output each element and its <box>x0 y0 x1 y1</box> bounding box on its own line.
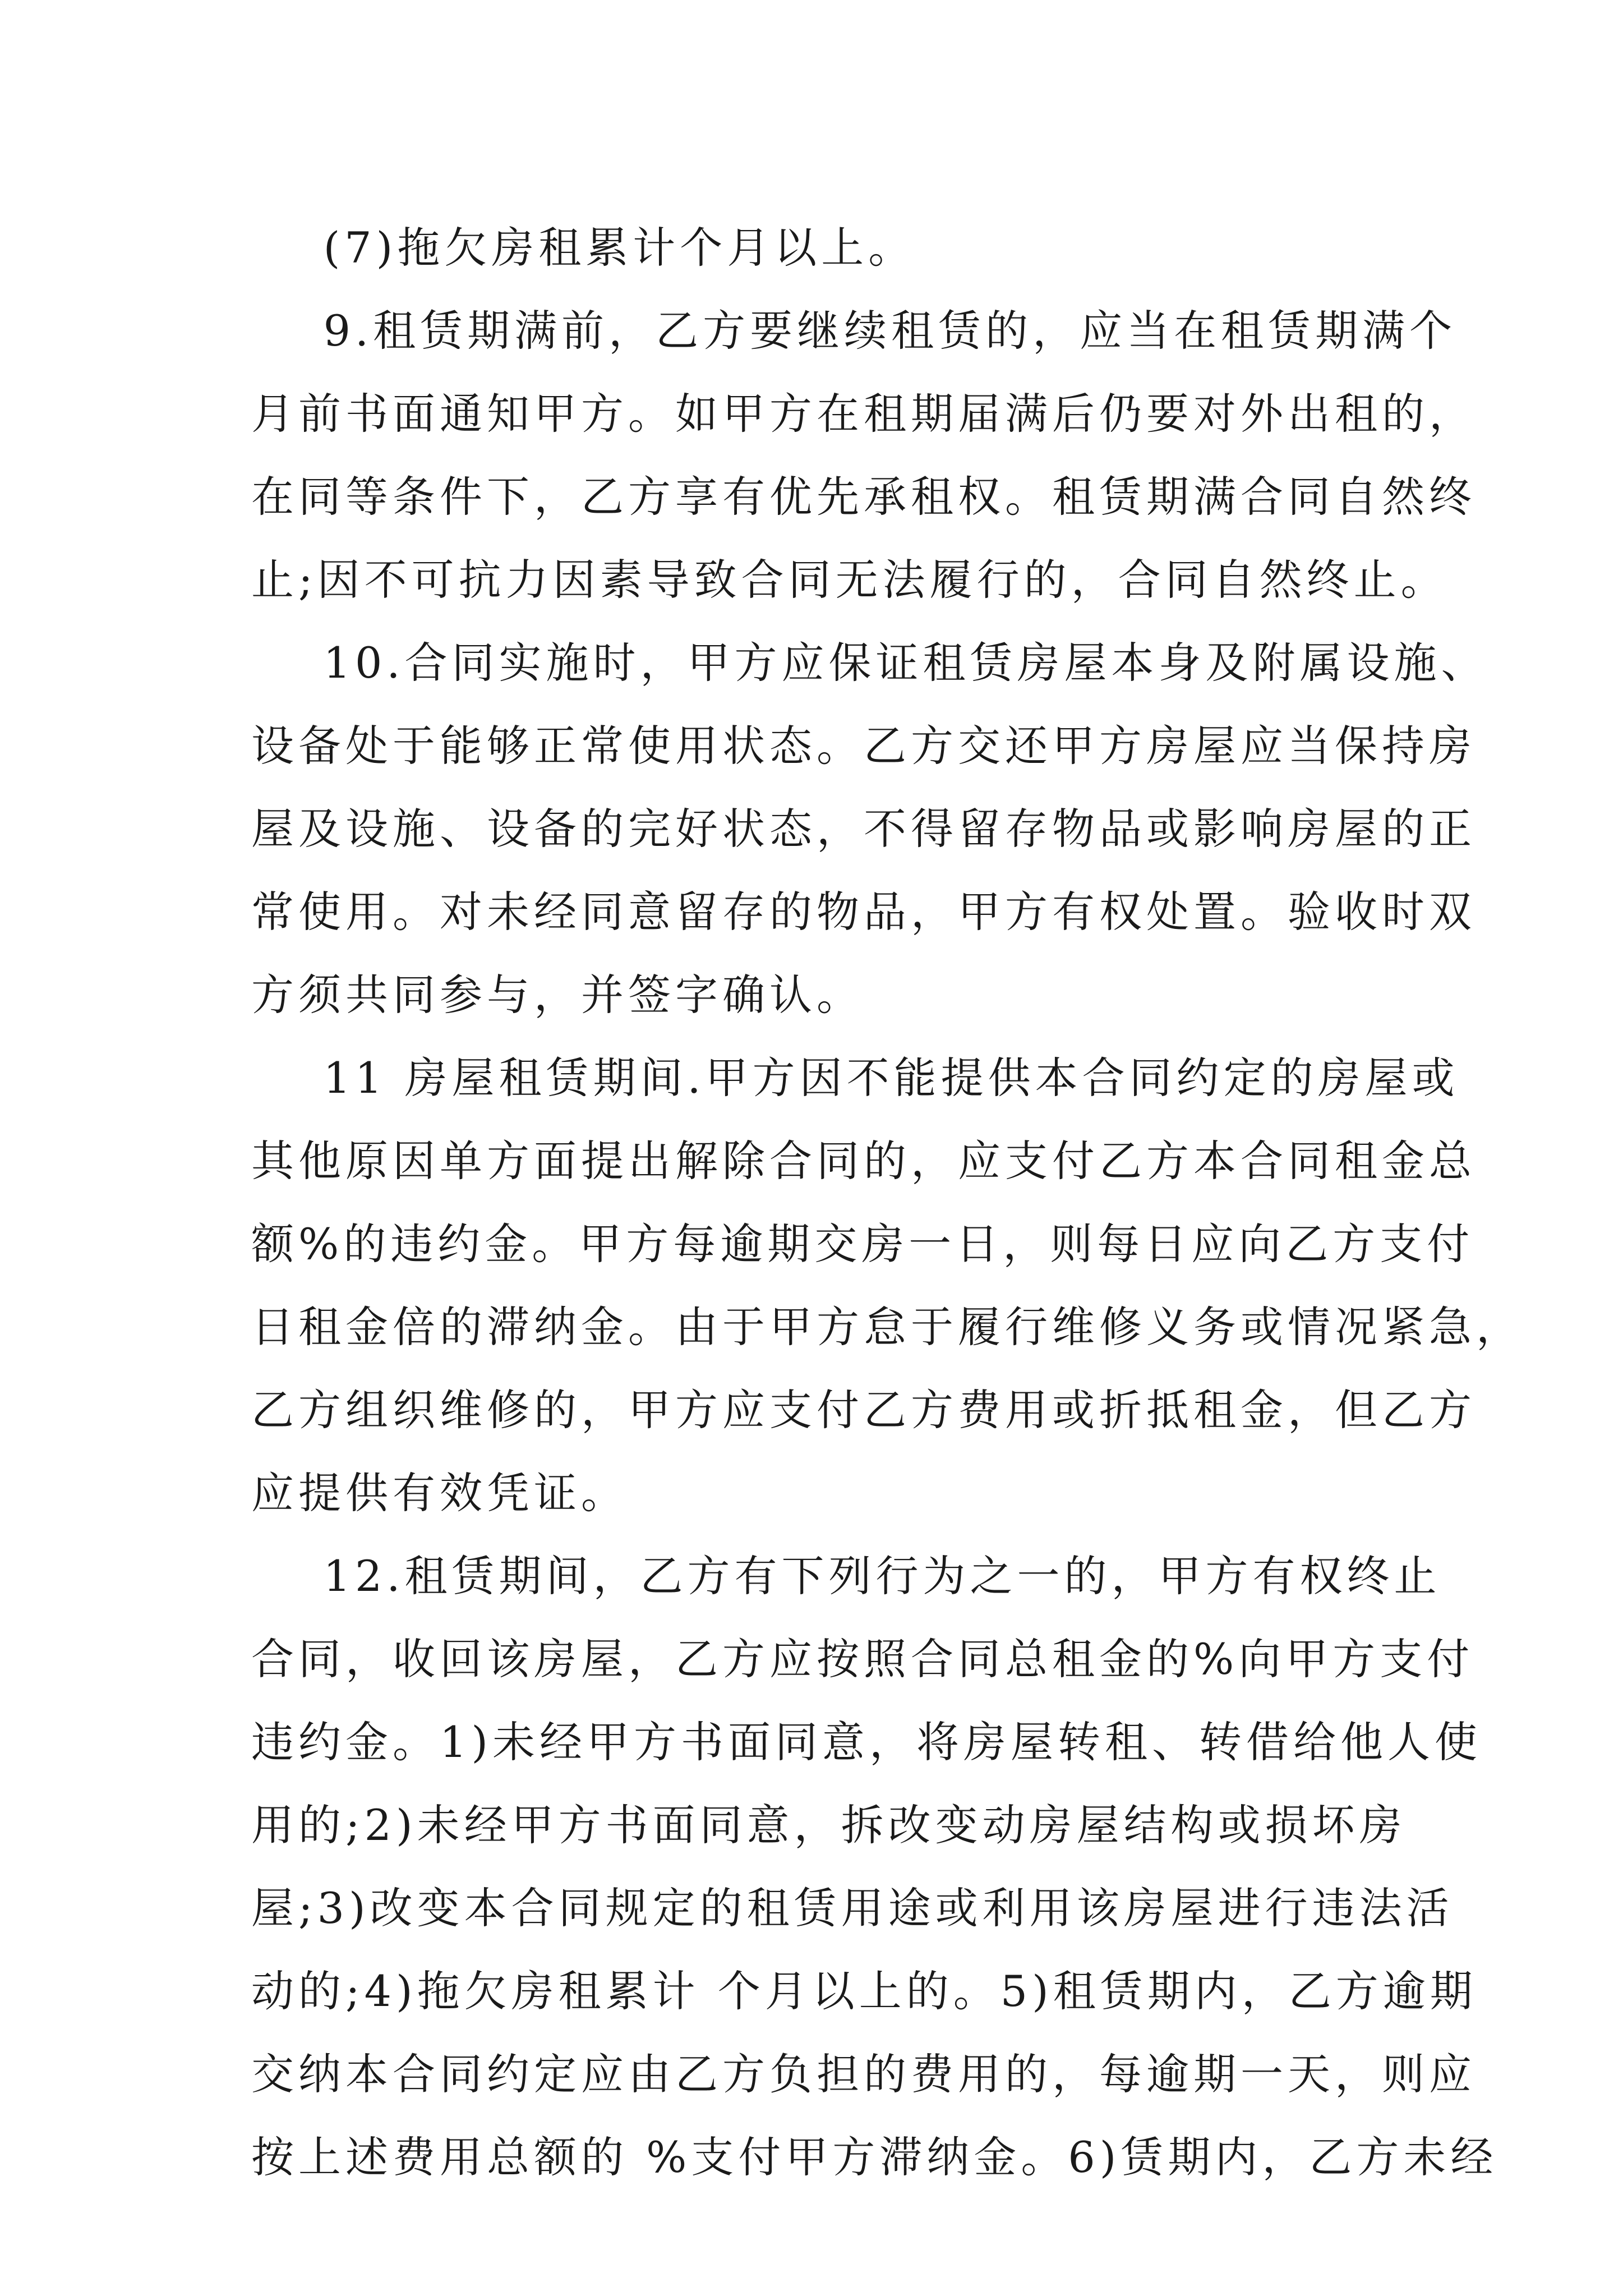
text-line: 11 房屋租赁期间.甲方因不能提供本合同约定的房屋或 <box>251 1053 1459 1103</box>
text-line: 动的;4)拖欠房租累计 个月以上的。5)租赁期内，乙方逾期 <box>251 1966 1477 2016</box>
text-line: 止;因不可抗力因素导致合同无法履行的，合同自然终止。 <box>251 555 1448 605</box>
text-line: 违约金。1)未经甲方书面同意，将房屋转租、转借给他人使 <box>251 1717 1482 1767</box>
text-line: 乙方组织维修的，甲方应支付乙方费用或折抵租金，但乙方 <box>251 1385 1476 1435</box>
text-line: (7)拖欠房租累计个月以上。 <box>251 223 916 273</box>
text-line: 屋及设施、设备的完好状态，不得留存物品或影响房屋的正 <box>251 804 1476 854</box>
text-line: 在同等条件下，乙方享有优先承租权。租赁期满合同自然终 <box>251 472 1476 522</box>
text-line: 其他原因单方面提出解除合同的，应支付乙方本合同租金总 <box>251 1136 1476 1186</box>
text-line: 月前书面通知甲方。如甲方在租期届满后仍要对外出租的， <box>251 389 1476 439</box>
contract-text-body <box>251 206 1523 2199</box>
text-line: 常使用。对未经同意留存的物品，甲方有权处置。验收时双 <box>251 887 1476 937</box>
text-line: 额%的违约金。甲方每逾期交房一日，则每日应向乙方支付 <box>251 1219 1474 1269</box>
text-line: 9.租赁期满前，乙方要继续租赁的，应当在租赁期满个 <box>251 306 1457 356</box>
text-line: 合同，收回该房屋，乙方应按照合同总租金的%向甲方支付 <box>251 1634 1474 1684</box>
text-line: 设备处于能够正常使用状态。乙方交还甲方房屋应当保持房 <box>251 721 1476 771</box>
text-line: 用的;2)未经甲方书面同意，拆改变动房屋结构或损坏房 <box>251 1800 1407 1850</box>
text-line: 按上述费用总额的 %支付甲方滞纳金。6)赁期内，乙方未经 <box>251 2132 1498 2182</box>
text-line: 10.合同实施时，甲方应保证租赁房屋本身及附属设施、 <box>251 638 1488 688</box>
text-line: 方须共同参与，并签字确认。 <box>251 970 864 1020</box>
text-line: 12.租赁期间，乙方有下列行为之一的，甲方有权终止 <box>251 1551 1441 1601</box>
text-line: 交纳本合同约定应由乙方负担的费用的，每逾期一天，则应 <box>251 2049 1476 2099</box>
text-line: 应提供有效凭证。 <box>251 1468 628 1518</box>
text-line: 日租金倍的滞纳金。由于甲方怠于履行维修义务或情况紧急， <box>251 1302 1523 1352</box>
text-line: 屋;3)改变本合同规定的租赁用途或利用该房屋进行违法活 <box>251 1883 1454 1933</box>
